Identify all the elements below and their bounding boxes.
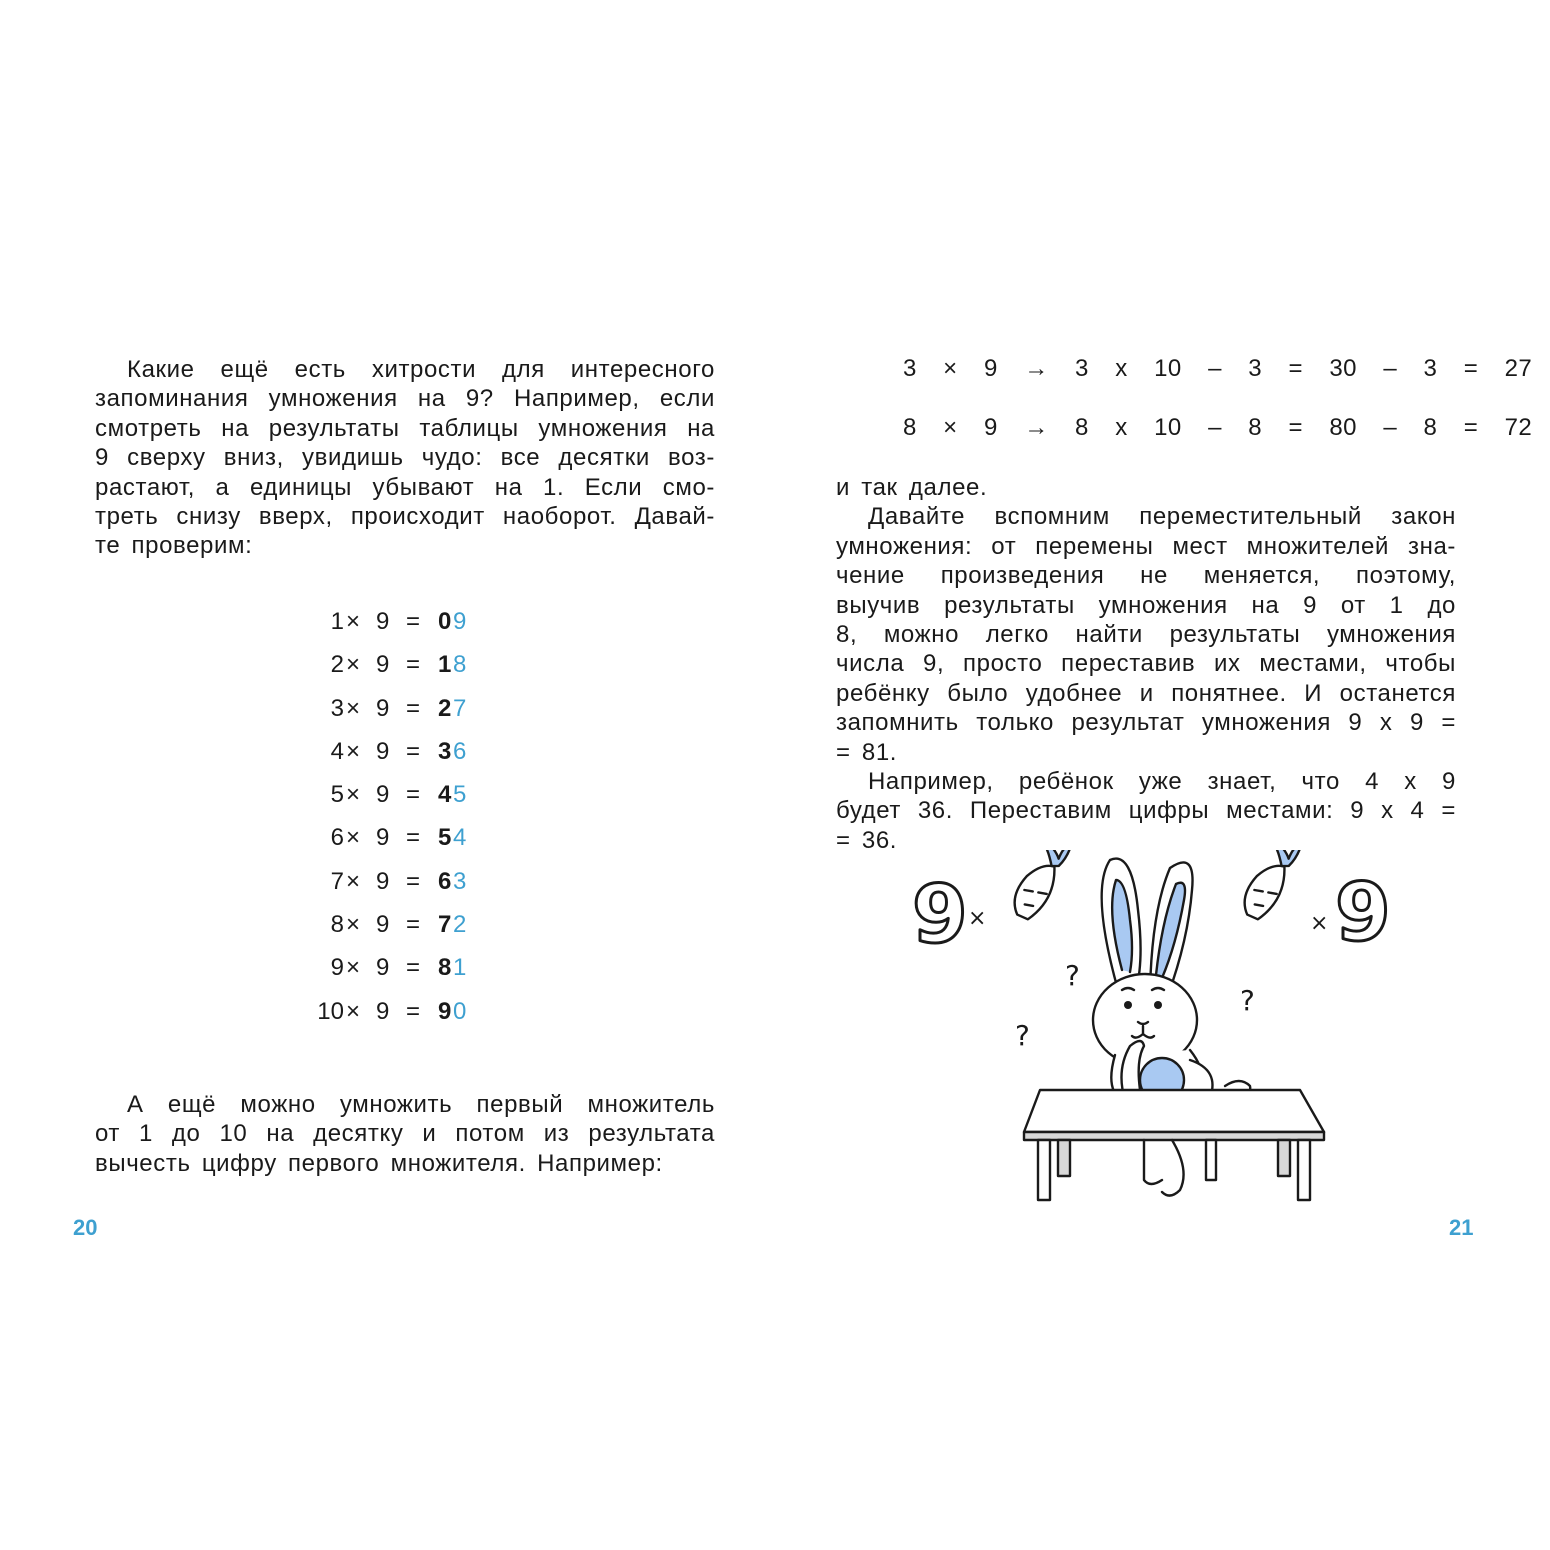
- equals-sign: =: [406, 824, 421, 852]
- text-line: Давайте вспомним переместительный закон: [868, 503, 1456, 531]
- question-mark: ?: [1240, 984, 1255, 1017]
- bunny-illustration: [900, 850, 1420, 1210]
- times-sign: ×: [346, 954, 361, 982]
- factor: 7: [330, 867, 344, 895]
- text-line: запоминания умножения на 9? Например, если: [95, 385, 715, 413]
- table-row: [296, 992, 496, 1035]
- page-number: 20: [73, 1215, 98, 1240]
- factor: 2: [330, 651, 344, 679]
- tens-digit: 6: [438, 867, 452, 895]
- text-line: чение произведения не меняется, поэтому,: [836, 562, 1456, 590]
- factor: 9: [376, 954, 390, 982]
- times-sign: ×: [346, 694, 361, 722]
- tens-digit: 3: [438, 737, 452, 765]
- text-line: треть снизу вверх, происходит наоборот. Давай-: [95, 503, 715, 531]
- equals-sign: =: [406, 651, 421, 679]
- times-sign-right: ×: [1310, 911, 1329, 936]
- text-line: А ещё можно умножить первый множитель: [127, 1091, 715, 1118]
- tens-digit: 8: [438, 954, 452, 982]
- table-row: [296, 732, 496, 775]
- factor: 4: [330, 737, 344, 765]
- example-equation: 8 × 9 → 8 x 10 – 8 = 80 – 8 = 72: [903, 414, 1533, 441]
- multiplication-table-9: [296, 602, 496, 1035]
- table-row: [296, 775, 496, 818]
- question-mark: ?: [1065, 959, 1080, 992]
- table-row: [296, 905, 496, 948]
- text-line: 9 сверху вниз, увидишь чудо: все десятки воз-: [95, 444, 715, 472]
- factor: 9: [376, 867, 390, 895]
- nine-right: 9: [1335, 866, 1391, 959]
- units-digit: 3: [453, 867, 467, 895]
- times-sign: ×: [346, 824, 361, 852]
- equals-sign: =: [406, 694, 421, 722]
- units-digit: 9: [453, 608, 467, 635]
- equals-sign: =: [406, 737, 421, 765]
- tens-digit: 4: [438, 781, 452, 809]
- text-line: растают, а единицы убывают на 1. Если смо-: [95, 473, 715, 501]
- table-row: [296, 689, 496, 732]
- times-sign: ×: [346, 997, 361, 1025]
- equals-sign: =: [406, 911, 421, 939]
- table-row: [296, 862, 496, 905]
- table-row: [296, 645, 496, 688]
- text-line: запомнить только результат умножения 9 х 9 =: [836, 709, 1456, 737]
- tens-digit: 5: [438, 824, 452, 852]
- equals-sign: =: [406, 781, 421, 809]
- factor: 9: [376, 694, 390, 722]
- units-digit: 1: [453, 954, 467, 982]
- factor: 6: [330, 824, 344, 852]
- example-equation: 3 × 9 → 3 x 10 – 3 = 30 – 3 = 27: [903, 355, 1533, 382]
- text-line: Какие ещё есть хитрости для интересного: [127, 356, 715, 383]
- factor: 9: [376, 781, 390, 809]
- carrot-icon: [991, 850, 1092, 923]
- tens-digit: 0: [438, 608, 452, 635]
- text-line: те проверим:: [95, 532, 253, 560]
- intro-paragraph: [95, 355, 715, 561]
- factor: 3: [330, 694, 344, 722]
- table-row: [296, 602, 496, 645]
- text-line: и так далее.: [836, 474, 988, 501]
- text-line: будет 36. Переставим цифры местами: 9 х 4 =: [836, 797, 1456, 825]
- equals-sign: =: [406, 867, 421, 895]
- table-row: [296, 818, 496, 861]
- tens-digit: 7: [438, 911, 452, 939]
- factor: 9: [376, 911, 390, 939]
- text-line: ребёнку было удобнее и понятнее. И останется: [836, 679, 1456, 707]
- text-line: смотреть на результаты таблицы умножения на: [95, 414, 715, 442]
- factor: 1: [330, 608, 344, 635]
- units-digit: 2: [453, 911, 467, 939]
- text-line: числа 9, просто переставив их местами, чтобы: [836, 650, 1456, 678]
- tens-digit: 9: [438, 997, 452, 1025]
- text-line: от 1 до 10 на десятку и потом из результата: [95, 1120, 715, 1148]
- units-digit: 0: [453, 997, 467, 1025]
- text-line: вычесть цифру первого множителя. Например:: [95, 1149, 663, 1177]
- equals-sign: =: [406, 954, 421, 982]
- equals-sign: =: [406, 608, 421, 635]
- outro-paragraph: [95, 1090, 715, 1178]
- factor: 9: [376, 651, 390, 679]
- factor: 9: [376, 737, 390, 765]
- units-digit: 4: [453, 824, 467, 852]
- times-sign: ×: [346, 781, 361, 809]
- factor: 8: [330, 911, 344, 939]
- right-page: [775, 0, 1550, 1550]
- factor: 10: [317, 997, 344, 1025]
- factor: 9: [376, 997, 390, 1025]
- tens-digit: 2: [438, 694, 452, 722]
- factor: 9: [376, 824, 390, 852]
- factor: 5: [330, 781, 344, 809]
- text-line: умножения: от перемены мест множителей зна-: [836, 532, 1456, 560]
- text-line: 8, можно легко найти результаты умножения: [836, 621, 1456, 649]
- body-paragraph: [836, 473, 1456, 855]
- text-line: = 36.: [836, 826, 898, 854]
- times-sign: ×: [346, 608, 361, 635]
- nine-left: 9: [912, 868, 968, 961]
- times-sign-left: ×: [968, 906, 987, 931]
- units-digit: 6: [453, 737, 467, 765]
- text-line: = 81.: [836, 738, 898, 766]
- equals-sign: =: [406, 997, 421, 1025]
- units-digit: 8: [453, 651, 467, 679]
- units-digit: 7: [453, 694, 467, 722]
- factor: 9: [330, 954, 344, 982]
- carrot-icon: [1221, 850, 1322, 923]
- times-sign: ×: [346, 911, 361, 939]
- page-number: 21: [1449, 1215, 1474, 1240]
- table-row: [296, 948, 496, 991]
- factor: 9: [376, 608, 390, 635]
- text-line: Например, ребёнок уже знает, что 4 х 9: [868, 768, 1456, 796]
- times-sign: ×: [346, 867, 361, 895]
- times-sign: ×: [346, 651, 361, 679]
- question-mark: ?: [1015, 1019, 1030, 1052]
- units-digit: 5: [453, 781, 467, 809]
- text-line: выучив результаты умножения на 9 от 1 до: [836, 591, 1456, 619]
- desk: [1024, 1090, 1324, 1132]
- tens-digit: 1: [438, 651, 452, 679]
- times-sign: ×: [346, 737, 361, 765]
